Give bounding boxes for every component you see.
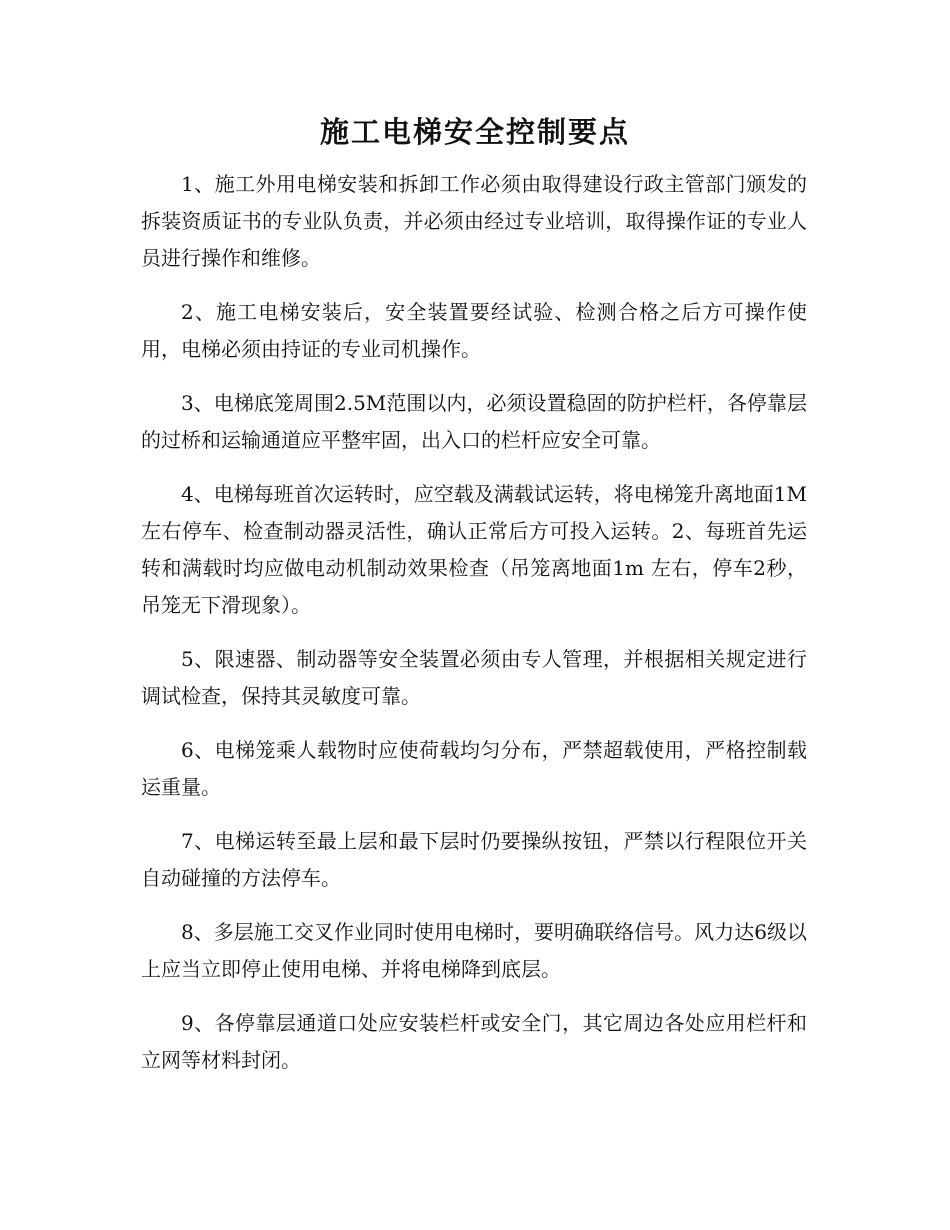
paragraph-4: 4、电梯每班首次运转时，应空载及满载试运转，将电梯笼升离地面1M左右停车、检查制动器灵活性，确认正常后方可投入运转。2、每班首先运转和满载时均应做电动机制动效果检查（吊笼离地面1m 左右，停车2秒，吊笼无下滑现象）。 bbox=[141, 482, 807, 617]
paragraph-7: 7、电梯运转至最上层和最下层时仍要操纵按钮，严禁以行程限位开关自动碰撞的方法停车。 bbox=[141, 829, 807, 890]
paragraph-5: 5、限速器、制动器等安全装置必须由专人管理，并根据相关规定进行调试检查，保持其灵敏度可靠。 bbox=[141, 647, 807, 708]
document-body bbox=[141, 166, 807, 1096]
document-title: 施工电梯安全控制要点 bbox=[319, 115, 630, 149]
paragraph-3: 3、电梯底笼周围2.5M范围以内，必须设置稳固的防护栏杆，各停靠层的过桥和运输通道应平整牢固，出入口的栏杆应安全可靠。 bbox=[141, 391, 807, 452]
paragraph-6: 6、电梯笼乘人载物时应使荷载均匀分布，严禁超载使用，严格控制载运重量。 bbox=[141, 738, 807, 799]
paragraph-1: 1、施工外用电梯安装和拆卸工作必须由取得建设行政主管部门颁发的拆装资质证书的专业队负责，并必须由经过专业培训，取得操作证的专业人员进行操作和维修。 bbox=[141, 172, 807, 270]
paragraph-9: 9、各停靠层通道口处应安装栏杆或安全门，其它周边各处应用栏杆和立网等材料封闭。 bbox=[141, 1011, 807, 1072]
paragraph-2: 2、施工电梯安装后，安全装置要经试验、检测合格之后方可操作使用，电梯必须由持证的专业司机操作。 bbox=[141, 300, 807, 361]
paragraph-8: 8、多层施工交叉作业同时使用电梯时，要明确联络信号。风力达6级以上应当立即停止使用电梯、并将电梯降到底层。 bbox=[141, 920, 807, 981]
